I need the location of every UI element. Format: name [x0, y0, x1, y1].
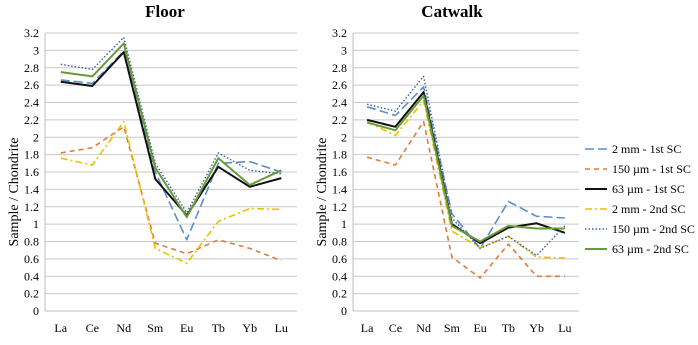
legend-label: 150 µm - 2nd SC — [612, 222, 695, 236]
legend-label: 2 mm - 1st SC — [612, 142, 682, 156]
x-tick-label: Nd — [116, 321, 132, 335]
y-tick-label: 2.8 — [24, 60, 39, 75]
y-tick-label: 2.2 — [24, 112, 39, 127]
x-tick-label: Sm — [147, 321, 164, 335]
x-tick-label: La — [54, 321, 68, 335]
x-tick-label: Ce — [85, 321, 99, 335]
x-tick-label: Eu — [473, 321, 487, 335]
y-tick-label: 1.4 — [332, 182, 347, 197]
legend-label: 63 µm - 2nd SC — [612, 242, 689, 256]
y-axis-title: Sample / Chondrite — [7, 137, 22, 247]
legend-label: 2 mm - 2nd SC — [612, 202, 686, 216]
legend-label: 63 µm - 1st SC — [612, 182, 685, 196]
y-tick-label: 0 — [341, 304, 347, 318]
x-tick-label: Tb — [211, 321, 225, 335]
y-tick-label: 3 — [341, 43, 347, 58]
x-tick-label: Yb — [242, 321, 258, 335]
legend-item — [585, 242, 689, 256]
y-tick-label: 3.2 — [332, 26, 347, 40]
x-tick-label: Yb — [529, 321, 544, 335]
y-tick-label: 1.8 — [24, 147, 39, 162]
y-tick-label: 1 — [341, 217, 347, 232]
y-tick-label: 0.8 — [24, 234, 39, 249]
legend — [585, 142, 695, 256]
series-line-6 — [367, 96, 565, 242]
y-tick-label: 2.6 — [332, 78, 347, 93]
x-tick-label: Ce — [388, 321, 403, 335]
legend-item — [585, 162, 691, 176]
y-tick-label: 1.4 — [24, 182, 39, 197]
y-tick-label: 2.4 — [24, 95, 39, 110]
chart-title: Catwalk — [421, 2, 483, 21]
y-tick-label: 1 — [33, 217, 39, 232]
y-tick-label: 0.4 — [24, 269, 39, 284]
y-axis-title: Sample / Chondrite — [315, 137, 330, 247]
y-tick-label: 0.6 — [24, 251, 39, 266]
x-tick-label: Nd — [416, 321, 431, 335]
legend-item — [585, 222, 695, 236]
legend-item — [585, 182, 685, 196]
series-line-1 — [61, 51, 281, 240]
catwalk-chart — [315, 2, 579, 335]
y-tick-label: 0.4 — [332, 269, 347, 284]
y-tick-label: 2 — [341, 130, 347, 145]
x-tick-label: Lu — [274, 321, 288, 335]
floor-chart — [7, 2, 297, 335]
y-tick-label: 1.6 — [332, 165, 347, 179]
legend-item — [585, 142, 681, 156]
x-tick-label: Lu — [558, 321, 572, 335]
y-tick-label: 0.2 — [332, 286, 347, 301]
y-tick-label: 0.2 — [24, 286, 39, 301]
x-tick-label: Sm — [443, 321, 460, 335]
series-line-6 — [61, 43, 281, 217]
y-tick-label: 2.4 — [332, 95, 347, 110]
y-tick-label: 0.6 — [332, 251, 347, 266]
x-tick-label: Eu — [180, 321, 194, 335]
y-tick-label: 2 — [33, 130, 39, 145]
x-tick-label: La — [360, 321, 374, 335]
y-tick-label: 1.6 — [24, 165, 39, 179]
legend-item — [585, 202, 685, 216]
y-tick-label: 3.2 — [24, 26, 39, 40]
y-tick-label: 2.6 — [24, 78, 39, 93]
y-tick-label: 1.8 — [332, 147, 347, 162]
y-tick-label: 1.2 — [332, 199, 347, 214]
y-tick-label: 1.2 — [24, 199, 39, 214]
y-tick-label: 0 — [33, 304, 39, 318]
y-tick-label: 2.2 — [332, 112, 347, 127]
y-tick-label: 3 — [33, 43, 39, 58]
y-tick-label: 2.8 — [332, 60, 347, 75]
legend-label: 150 µm - 1st SC — [612, 162, 691, 176]
y-tick-label: 0.8 — [332, 234, 347, 249]
x-tick-label: Tb — [501, 321, 516, 335]
chart-title: Floor — [145, 2, 185, 21]
